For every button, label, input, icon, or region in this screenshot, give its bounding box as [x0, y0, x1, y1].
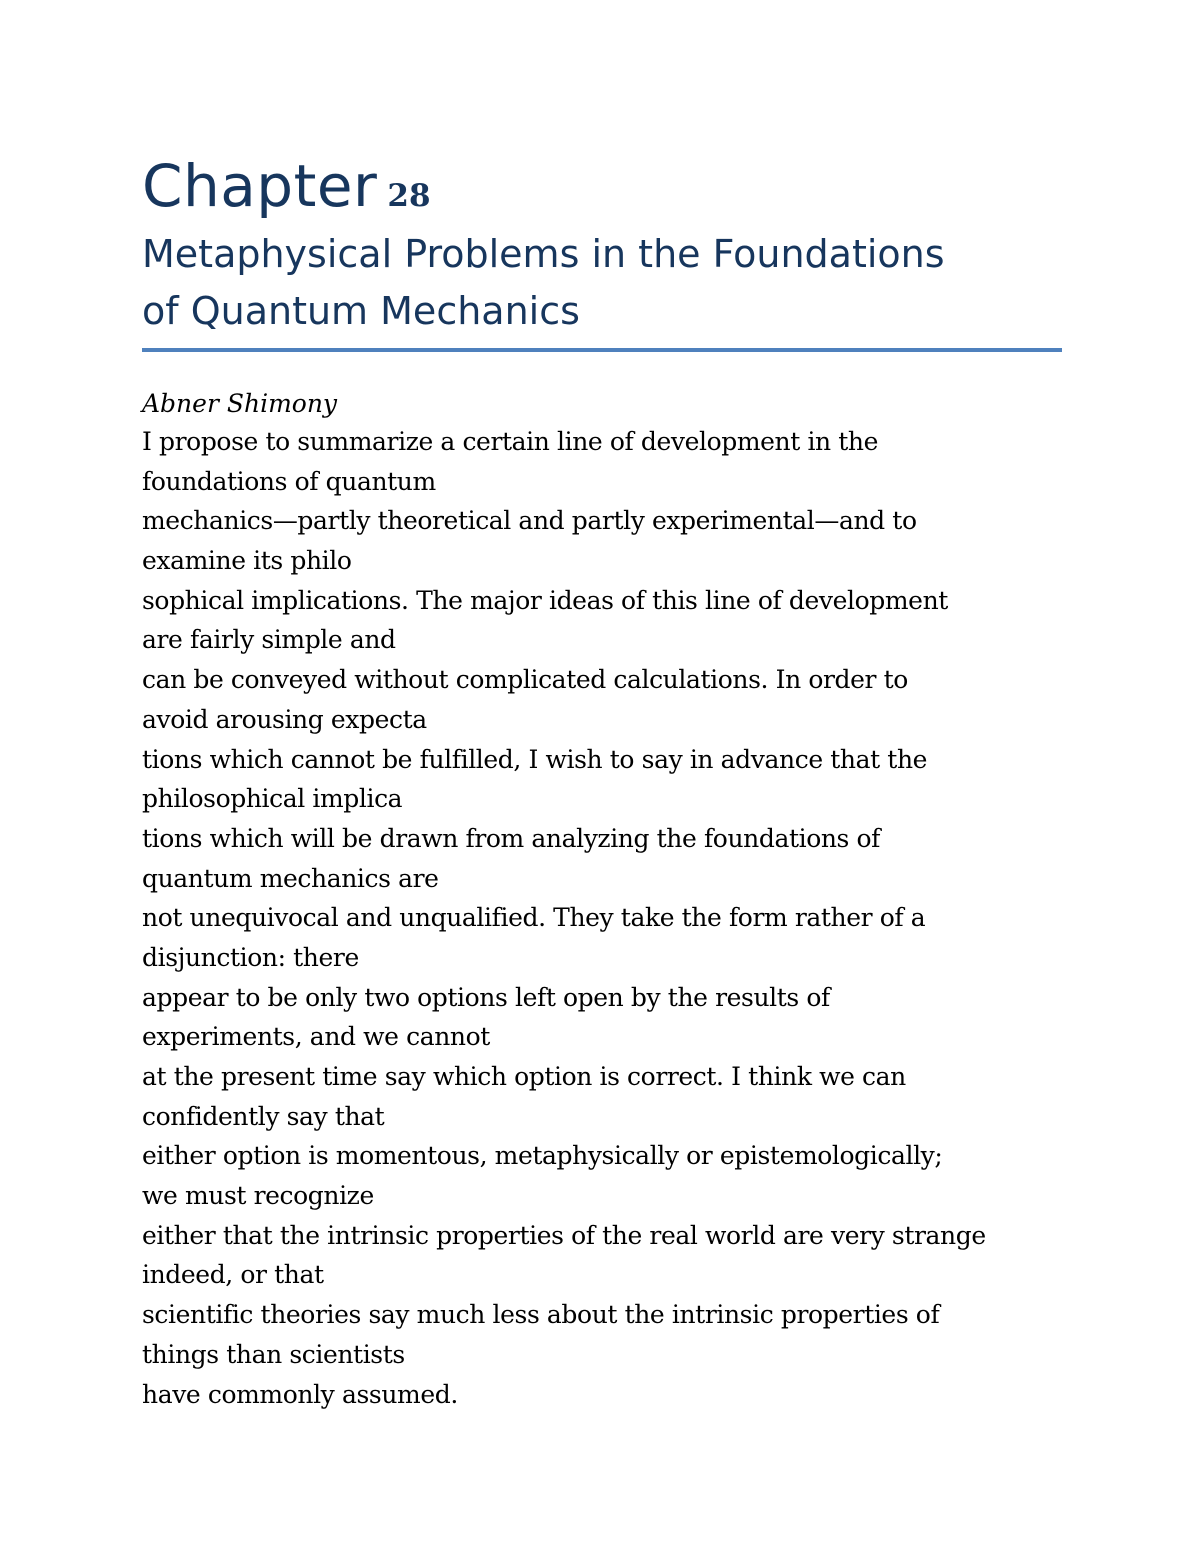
chapter-heading	[142, 150, 1072, 222]
body-text-line: tions which will be drawn from analyzing the foundations of	[142, 823, 881, 853]
body-text-line: indeed, or that	[142, 1260, 324, 1290]
body-text-line: quantum mechanics are	[142, 863, 439, 893]
body-text-line: either that the intrinsic properties of the real world are very strange	[142, 1220, 986, 1250]
chapter-word: Chapter	[142, 152, 378, 220]
author-name: Abner Shimony	[142, 389, 338, 418]
chapter-title-line-2: of Quantum Mechanics	[142, 289, 580, 333]
body-text	[142, 422, 1072, 1414]
body-text-line: are fairly simple and	[142, 625, 396, 655]
body-text-line: avoid arousing expecta	[142, 704, 427, 734]
body-text-line: I propose to summarize a certain line of development in the	[142, 427, 879, 456]
body-text-line: appear to be only two options left open by the results of	[142, 982, 830, 1012]
body-text-line: foundations of quantum	[142, 466, 436, 496]
body-text-line: disjunction: there	[142, 942, 359, 972]
document-page	[142, 150, 1072, 1414]
body-text-line: scientific theories say much less about the intrinsic properties of	[142, 1300, 940, 1330]
title-divider	[142, 348, 1062, 352]
body-text-line: philosophical implica	[142, 784, 403, 814]
body-text-line: we must recognize	[142, 1181, 374, 1211]
body-text-line: not unequivocal and unqualified. They take the form rather of a	[142, 903, 926, 933]
body-text-line: sophical implications. The major ideas of this line of development	[142, 585, 948, 615]
chapter-title	[142, 226, 1042, 340]
body-text-line: either option is momentous, metaphysically or epistemologically;	[142, 1141, 943, 1171]
body-text-line: at the present time say which option is correct. I think we can	[142, 1062, 906, 1091]
body-text-line: experiments, and we cannot	[142, 1022, 490, 1052]
body-text-line: tions which cannot be fulfilled, I wish to say in advance that the	[142, 744, 928, 774]
chapter-title-line-1: Metaphysical Problems in the Foundations	[142, 232, 945, 276]
body-text-line: confidently say that	[142, 1101, 385, 1131]
chapter-number: 28	[387, 178, 431, 214]
body-text-line: have commonly assumed.	[142, 1379, 458, 1409]
body-text-line: things than scientists	[142, 1339, 405, 1369]
body-text-line: can be conveyed without complicated calculations. In order to	[142, 665, 908, 695]
body-text-line: examine its philo	[142, 546, 352, 576]
body-text-line: mechanics—partly theoretical and partly experimental—and to	[142, 506, 917, 536]
